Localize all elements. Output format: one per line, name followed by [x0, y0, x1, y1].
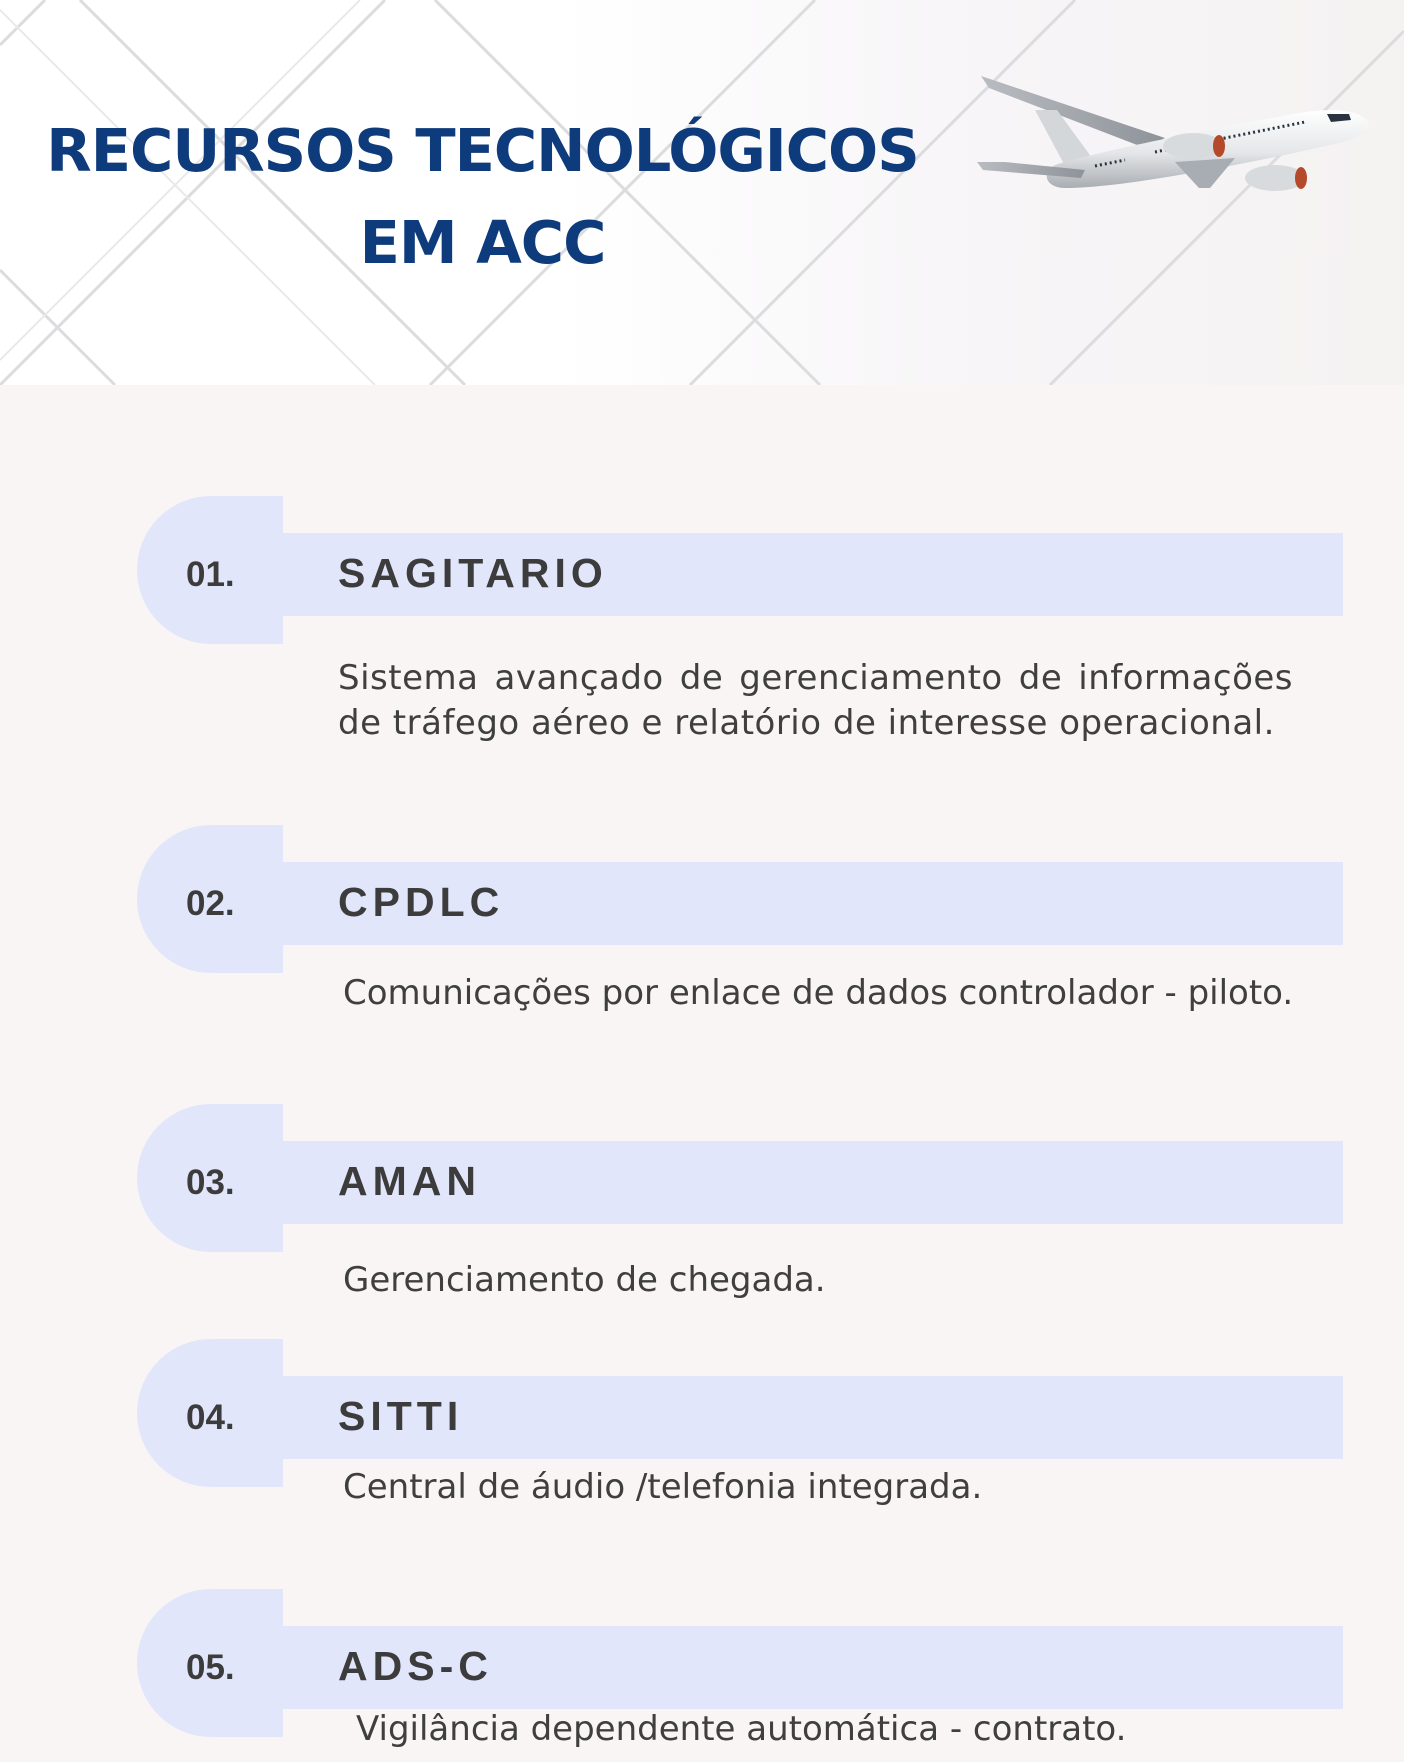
item-name: ADS-C	[338, 1643, 493, 1689]
item-description: Central de áudio /telefonia integrada.	[343, 1467, 983, 1507]
item-number: 04.	[186, 1398, 235, 1437]
item-description: Comunicações por enlace de dados controlador - piloto.	[343, 973, 1294, 1013]
airplane-icon	[975, 70, 1375, 210]
item-description: Sistema avançado de gerenciamento de informações de tráfego aéreo e relatório de interesse operacional.	[338, 658, 1293, 743]
header-banner	[0, 0, 1404, 385]
item-name: AMAN	[338, 1158, 481, 1204]
page-title	[0, 105, 965, 289]
item-description: Vigilância dependente automática - contrato.	[356, 1709, 1127, 1749]
item-number: 01.	[186, 555, 235, 594]
item-name: SAGITARIO	[338, 550, 608, 596]
title-line-1: RECURSOS TECNOLÓGICOS	[46, 116, 919, 185]
item-name: CPDLC	[338, 879, 505, 925]
item-number: 02.	[186, 884, 235, 923]
item-number: 03.	[186, 1163, 235, 1202]
item-name: SITTI	[338, 1393, 464, 1439]
title-line-2: EM ACC	[359, 208, 606, 277]
item-description: Gerenciamento de chegada.	[343, 1260, 826, 1300]
item-number: 05.	[186, 1648, 235, 1687]
